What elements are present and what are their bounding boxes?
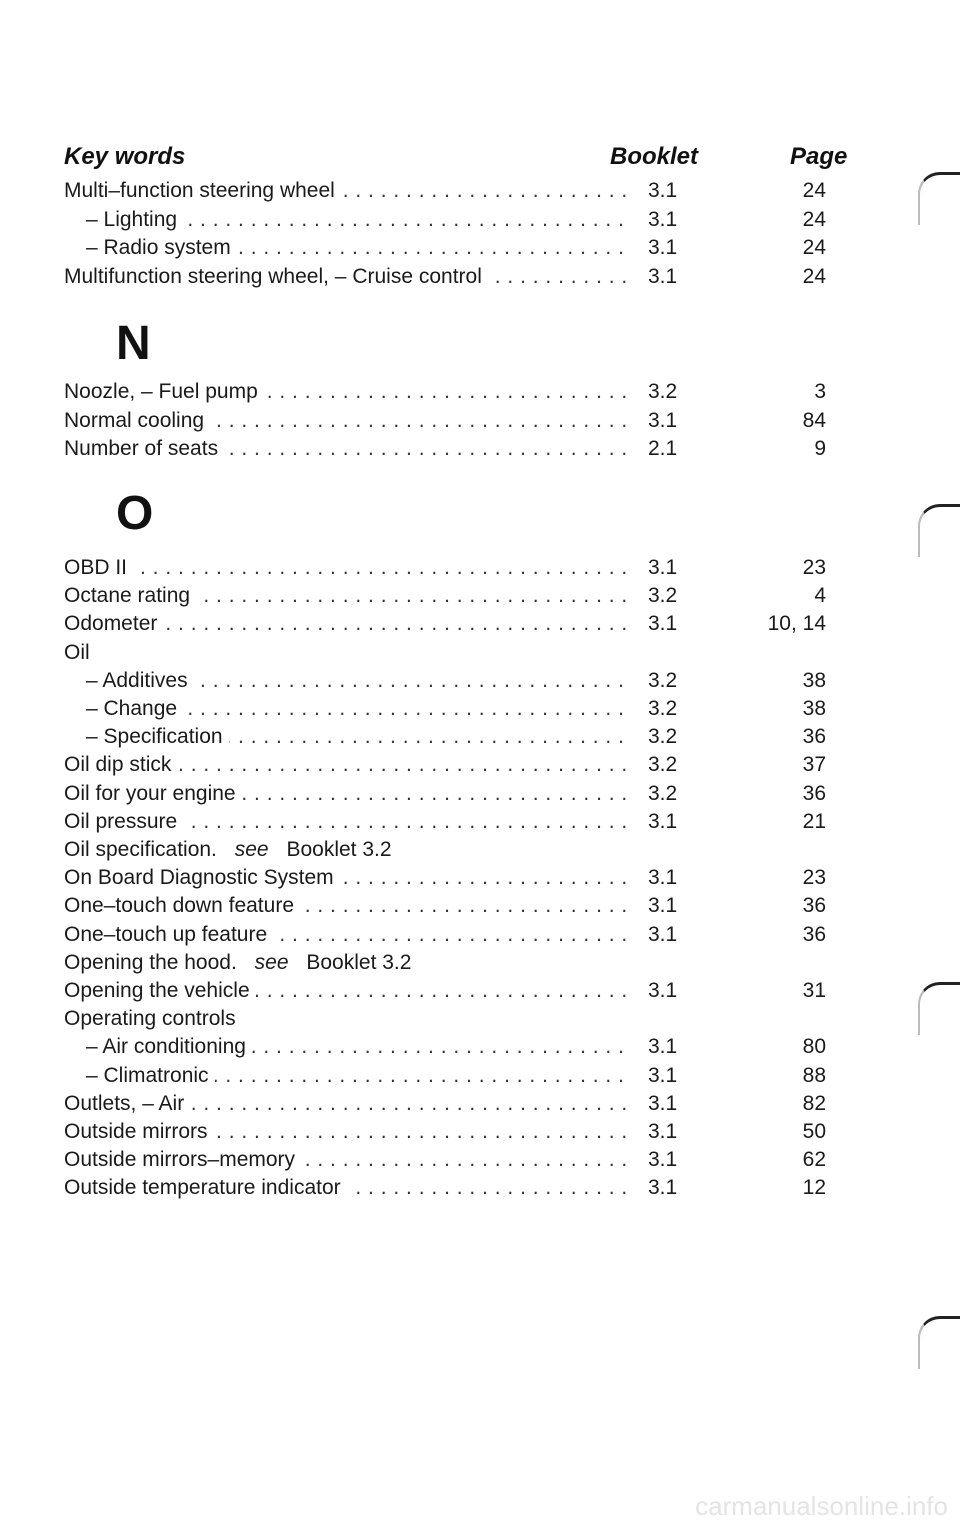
entry-term-text: One–touch down feature bbox=[64, 894, 300, 917]
entry-page: 10, 14 bbox=[767, 612, 826, 636]
entry-term bbox=[86, 1062, 626, 1090]
entry-term bbox=[64, 892, 626, 920]
entry-term-text: Opening the vehicle bbox=[64, 979, 256, 1002]
entry-page: 38 bbox=[802, 668, 826, 692]
entry-booklet: 3.2 bbox=[648, 584, 678, 608]
entry-term bbox=[64, 263, 626, 291]
entry-term bbox=[64, 1118, 626, 1146]
index-entry bbox=[0, 1033, 960, 1061]
entry-term-text: Oil pressure bbox=[64, 810, 183, 833]
index-entry bbox=[0, 977, 960, 1005]
entry-page: 50 bbox=[802, 1120, 826, 1143]
entry-term bbox=[64, 921, 626, 949]
entry-page: 31 bbox=[802, 979, 826, 1002]
watermark-text: carmanualsonline.info bbox=[695, 1491, 948, 1521]
index-entry bbox=[0, 378, 960, 406]
entry-page: 23 bbox=[802, 866, 826, 890]
index-entry bbox=[0, 582, 960, 610]
entry-term bbox=[64, 751, 626, 779]
entry-term-text: Normal cooling bbox=[64, 409, 210, 432]
entry-term bbox=[86, 667, 626, 695]
entry-term bbox=[64, 1005, 626, 1033]
entry-booklet: 3.1 bbox=[648, 556, 678, 579]
entry-page: 37 bbox=[802, 753, 826, 777]
entry-term-text: On Board Diagnostic System bbox=[64, 866, 340, 889]
entry-term-text: Multifunction steering wheel, – Cruise control bbox=[64, 265, 488, 288]
entry-page: 21 bbox=[802, 809, 826, 833]
entry-booklet: 3.2 bbox=[648, 781, 678, 805]
index-entry bbox=[0, 949, 960, 977]
entry-booklet: 3.1 bbox=[648, 207, 678, 231]
entry-term bbox=[64, 610, 626, 638]
entry-booklet: 3.1 bbox=[648, 179, 678, 202]
entry-page: 36 bbox=[802, 894, 826, 918]
entry-term bbox=[64, 949, 626, 977]
header-booklet: Booklet bbox=[610, 143, 699, 170]
entry-page: 24 bbox=[802, 264, 826, 288]
entry-booklet: 3.1 bbox=[648, 236, 678, 259]
entry-term-text: Outlets, – Air bbox=[64, 1092, 190, 1115]
entry-page: 12 bbox=[802, 1176, 826, 1200]
entry-term bbox=[64, 378, 626, 406]
index-entry bbox=[0, 610, 960, 638]
entry-term-text: – Additives bbox=[86, 669, 194, 692]
binder-tab bbox=[918, 982, 960, 1035]
entry-term bbox=[86, 723, 626, 751]
entry-booklet: 3.1 bbox=[648, 1035, 678, 1059]
entry-page: 24 bbox=[802, 207, 826, 231]
entry-term-text: Outside mirrors–memory bbox=[64, 1148, 301, 1171]
entry-booklet: 3.1 bbox=[648, 894, 678, 918]
index-entry bbox=[0, 751, 960, 779]
index-entry bbox=[0, 407, 960, 435]
entry-page: 84 bbox=[802, 408, 826, 432]
index-entry bbox=[0, 263, 960, 291]
entry-term-text: Number of seats bbox=[64, 437, 224, 460]
index-entry bbox=[0, 1174, 960, 1202]
entry-booklet: 3.2 bbox=[648, 668, 678, 692]
entry-booklet: 3.2 bbox=[648, 753, 678, 777]
entry-term-text: Noozle, – Fuel pump bbox=[64, 380, 264, 403]
entry-term-text: Outside mirrors bbox=[64, 1120, 214, 1143]
entry-term-text: – Specification bbox=[86, 725, 229, 748]
index-entry bbox=[0, 1146, 960, 1174]
index-entry bbox=[0, 1118, 960, 1146]
index-entry bbox=[0, 892, 960, 920]
entry-page: 38 bbox=[802, 697, 826, 720]
index-entry bbox=[0, 723, 960, 751]
entry-see-label: see bbox=[255, 951, 295, 974]
entry-term bbox=[64, 1090, 626, 1118]
entry-term bbox=[86, 695, 626, 723]
entry-booklet: 3.2 bbox=[648, 697, 678, 720]
entry-page: 62 bbox=[802, 1148, 826, 1172]
entry-term-text: Octane rating bbox=[64, 584, 196, 607]
entry-term bbox=[64, 864, 626, 892]
entry-booklet: 3.1 bbox=[648, 1176, 678, 1200]
entry-page: 36 bbox=[802, 725, 826, 749]
index-entry bbox=[0, 780, 960, 808]
entry-term bbox=[64, 836, 626, 864]
binder-tab bbox=[918, 1316, 960, 1369]
entry-term-text: Oil for your engine bbox=[64, 782, 242, 805]
entry-term bbox=[64, 1146, 626, 1174]
index-entry bbox=[0, 667, 960, 695]
entry-booklet: 3.1 bbox=[648, 922, 678, 946]
entry-term bbox=[86, 234, 626, 262]
entry-term-text: Operating controls bbox=[64, 1007, 242, 1030]
entry-term bbox=[64, 639, 626, 667]
entry-term-text: Oil specification. bbox=[64, 838, 223, 861]
entry-booklet: 3.1 bbox=[648, 612, 678, 636]
index-entry bbox=[0, 921, 960, 949]
entry-see-reference: Booklet 3.2 bbox=[286, 838, 397, 861]
entry-booklet: 3.2 bbox=[648, 380, 678, 403]
entry-booklet: 3.1 bbox=[648, 979, 678, 1002]
entry-term bbox=[64, 554, 626, 582]
entry-term bbox=[64, 582, 626, 610]
section-letter-o: O bbox=[116, 487, 154, 540]
index-entry bbox=[0, 836, 960, 864]
header-page: Page bbox=[790, 143, 848, 170]
entry-booklet: 3.1 bbox=[648, 1091, 678, 1115]
index-entry bbox=[0, 554, 960, 582]
header-key-words: Key words bbox=[64, 143, 186, 170]
entry-booklet: 3.1 bbox=[648, 1120, 678, 1143]
entry-page: 23 bbox=[802, 556, 826, 579]
entry-page: 9 bbox=[814, 437, 826, 460]
entry-term-text: Odometer bbox=[64, 612, 163, 635]
entry-term-text: – Radio system bbox=[86, 236, 237, 259]
entry-term bbox=[64, 435, 626, 463]
entry-term-text: – Air conditioning bbox=[86, 1035, 252, 1058]
entry-term-text: Multi–function steering wheel bbox=[64, 179, 341, 202]
section-letter-n: N bbox=[116, 317, 151, 370]
entry-term bbox=[64, 977, 626, 1005]
entry-term bbox=[64, 407, 626, 435]
index-entry bbox=[0, 234, 960, 262]
entry-page: 36 bbox=[802, 922, 826, 946]
index-entry bbox=[0, 1062, 960, 1090]
entry-booklet: 3.2 bbox=[648, 725, 678, 749]
entry-page: 36 bbox=[802, 781, 826, 805]
entry-term bbox=[64, 1174, 626, 1202]
entry-term-text: Outside temperature indicator bbox=[64, 1176, 347, 1199]
entry-term bbox=[64, 780, 626, 808]
index-entry bbox=[0, 1090, 960, 1118]
entry-see-reference: Booklet 3.2 bbox=[306, 951, 417, 974]
index-entry bbox=[0, 695, 960, 723]
index-entry bbox=[0, 177, 960, 205]
entry-booklet: 2.1 bbox=[648, 437, 678, 460]
entry-page: 88 bbox=[802, 1063, 826, 1087]
entry-booklet: 3.1 bbox=[648, 809, 678, 833]
index-entry bbox=[0, 435, 960, 463]
entry-page: 80 bbox=[802, 1035, 826, 1059]
entry-see-label: see bbox=[235, 838, 275, 861]
entry-term bbox=[64, 177, 626, 205]
entry-term bbox=[86, 1033, 626, 1061]
entry-booklet: 3.1 bbox=[648, 408, 678, 432]
entry-page: 3 bbox=[814, 380, 826, 403]
binder-tab bbox=[918, 504, 960, 557]
entry-term-text: – Climatronic bbox=[86, 1064, 215, 1087]
entry-booklet: 3.1 bbox=[648, 866, 678, 890]
index-entry bbox=[0, 864, 960, 892]
entry-page: 24 bbox=[802, 236, 826, 259]
entry-page: 24 bbox=[802, 179, 826, 202]
entry-term-text: Oil dip stick bbox=[64, 753, 177, 776]
entry-term-text: Oil bbox=[64, 641, 96, 664]
entry-booklet: 3.1 bbox=[648, 1148, 678, 1172]
entry-page: 4 bbox=[814, 584, 826, 608]
entry-booklet: 3.1 bbox=[648, 264, 678, 288]
entry-term-text: One–touch up feature bbox=[64, 923, 273, 946]
entry-term-text: OBD II bbox=[64, 556, 133, 579]
index-entry bbox=[0, 639, 960, 667]
entry-term-text: Opening the hood. bbox=[64, 951, 243, 974]
index-entry bbox=[0, 808, 960, 836]
entry-term-text: – Change bbox=[86, 697, 183, 720]
binder-tab bbox=[918, 172, 960, 225]
entry-booklet: 3.1 bbox=[648, 1063, 678, 1087]
entry-term-text: – Lighting bbox=[86, 208, 183, 231]
entry-term bbox=[64, 808, 626, 836]
entry-term bbox=[86, 206, 626, 234]
entry-page: 82 bbox=[802, 1091, 826, 1115]
index-entry bbox=[0, 1005, 960, 1033]
index-entry bbox=[0, 206, 960, 234]
